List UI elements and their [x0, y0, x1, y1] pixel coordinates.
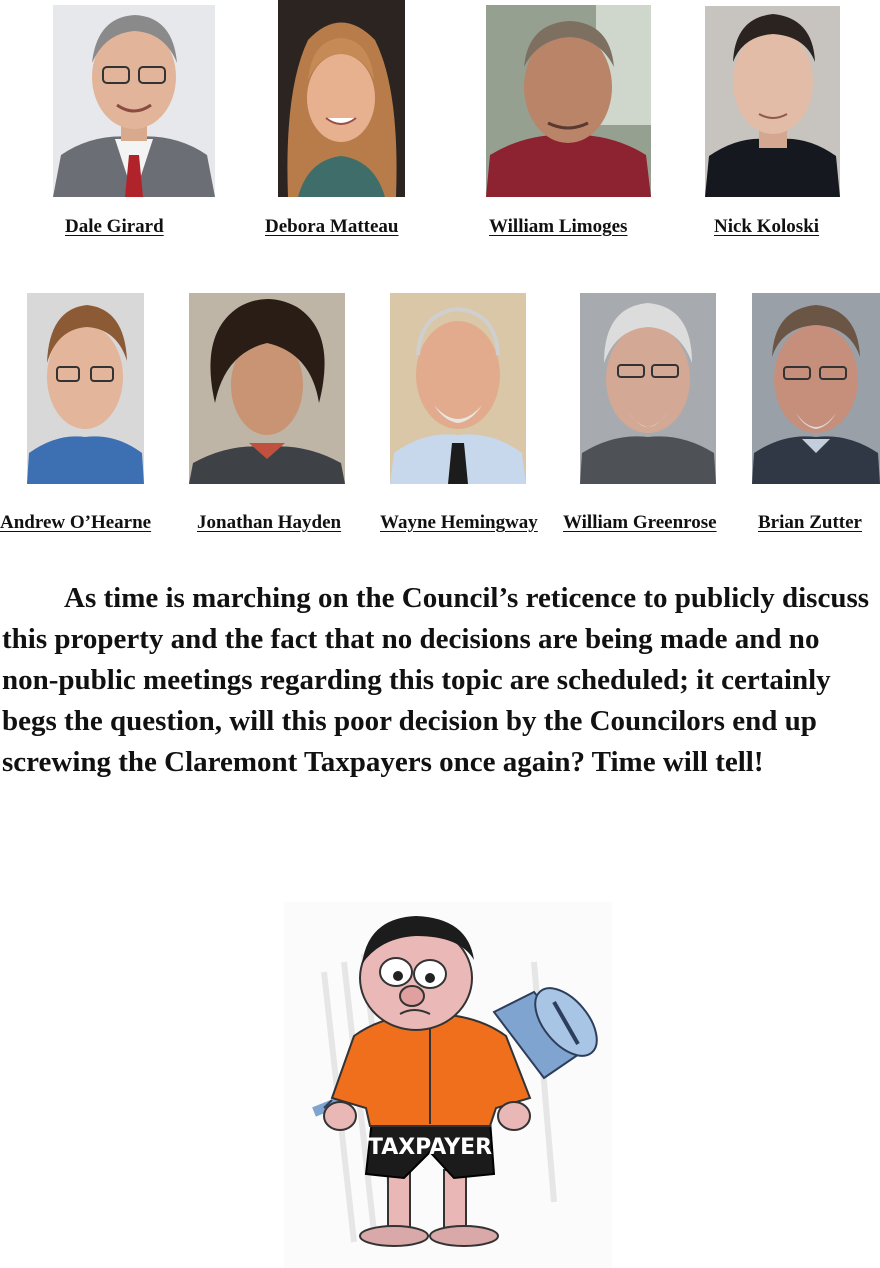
name-andrew-ohearne[interactable]: Andrew O’Hearne: [0, 512, 152, 533]
name-jonathan-hayden[interactable]: Jonathan Hayden: [197, 512, 342, 533]
photo-debora-matteau: [278, 0, 405, 197]
name-nick-koloski[interactable]: Nick Koloski: [714, 216, 820, 237]
taxpayer-cartoon-drawing: [284, 902, 612, 1268]
photo-william-greenrose: [580, 293, 716, 484]
portrait-image: [53, 5, 215, 197]
portrait-image: [390, 293, 526, 484]
photo-andrew-ohearne: [27, 293, 144, 484]
photo-nick-koloski: [705, 6, 840, 197]
taxpayer-shirt-text: TAXPAYER: [367, 1135, 493, 1160]
name-william-greenrose[interactable]: William Greenrose: [563, 512, 717, 533]
photo-brian-zutter: [752, 293, 880, 484]
name-wayne-hemingway[interactable]: Wayne Hemingway: [380, 512, 538, 533]
portrait-image: [27, 293, 144, 484]
name-brian-zutter[interactable]: Brian Zutter: [758, 512, 862, 533]
photo-wayne-hemingway: [390, 293, 526, 484]
photo-jonathan-hayden: [189, 293, 345, 484]
photo-william-limoges: [486, 5, 651, 197]
name-dale-girard[interactable]: Dale Girard: [65, 216, 164, 237]
portrait-image: [580, 293, 716, 484]
portrait-image: [189, 293, 345, 484]
portrait-image: [752, 293, 880, 484]
portrait-image: [705, 6, 840, 197]
taxpayer-cartoon-image: [284, 902, 612, 1268]
portrait-image: [278, 0, 405, 197]
article-paragraph: As time is marching on the Council’s reticence to publicly discuss this property and the fact that no decisions are being made and no non-public meetings regarding this topic are scheduled; it certainly begs the question, will this poor decision by the Councilors end up screwing the Claremont Taxpayers once again? Time will tell!: [2, 582, 870, 778]
portrait-image: [486, 5, 651, 197]
name-debora-matteau[interactable]: Debora Matteau: [265, 216, 399, 237]
name-william-limoges[interactable]: William Limoges: [489, 216, 628, 237]
photo-dale-girard: [53, 5, 215, 197]
